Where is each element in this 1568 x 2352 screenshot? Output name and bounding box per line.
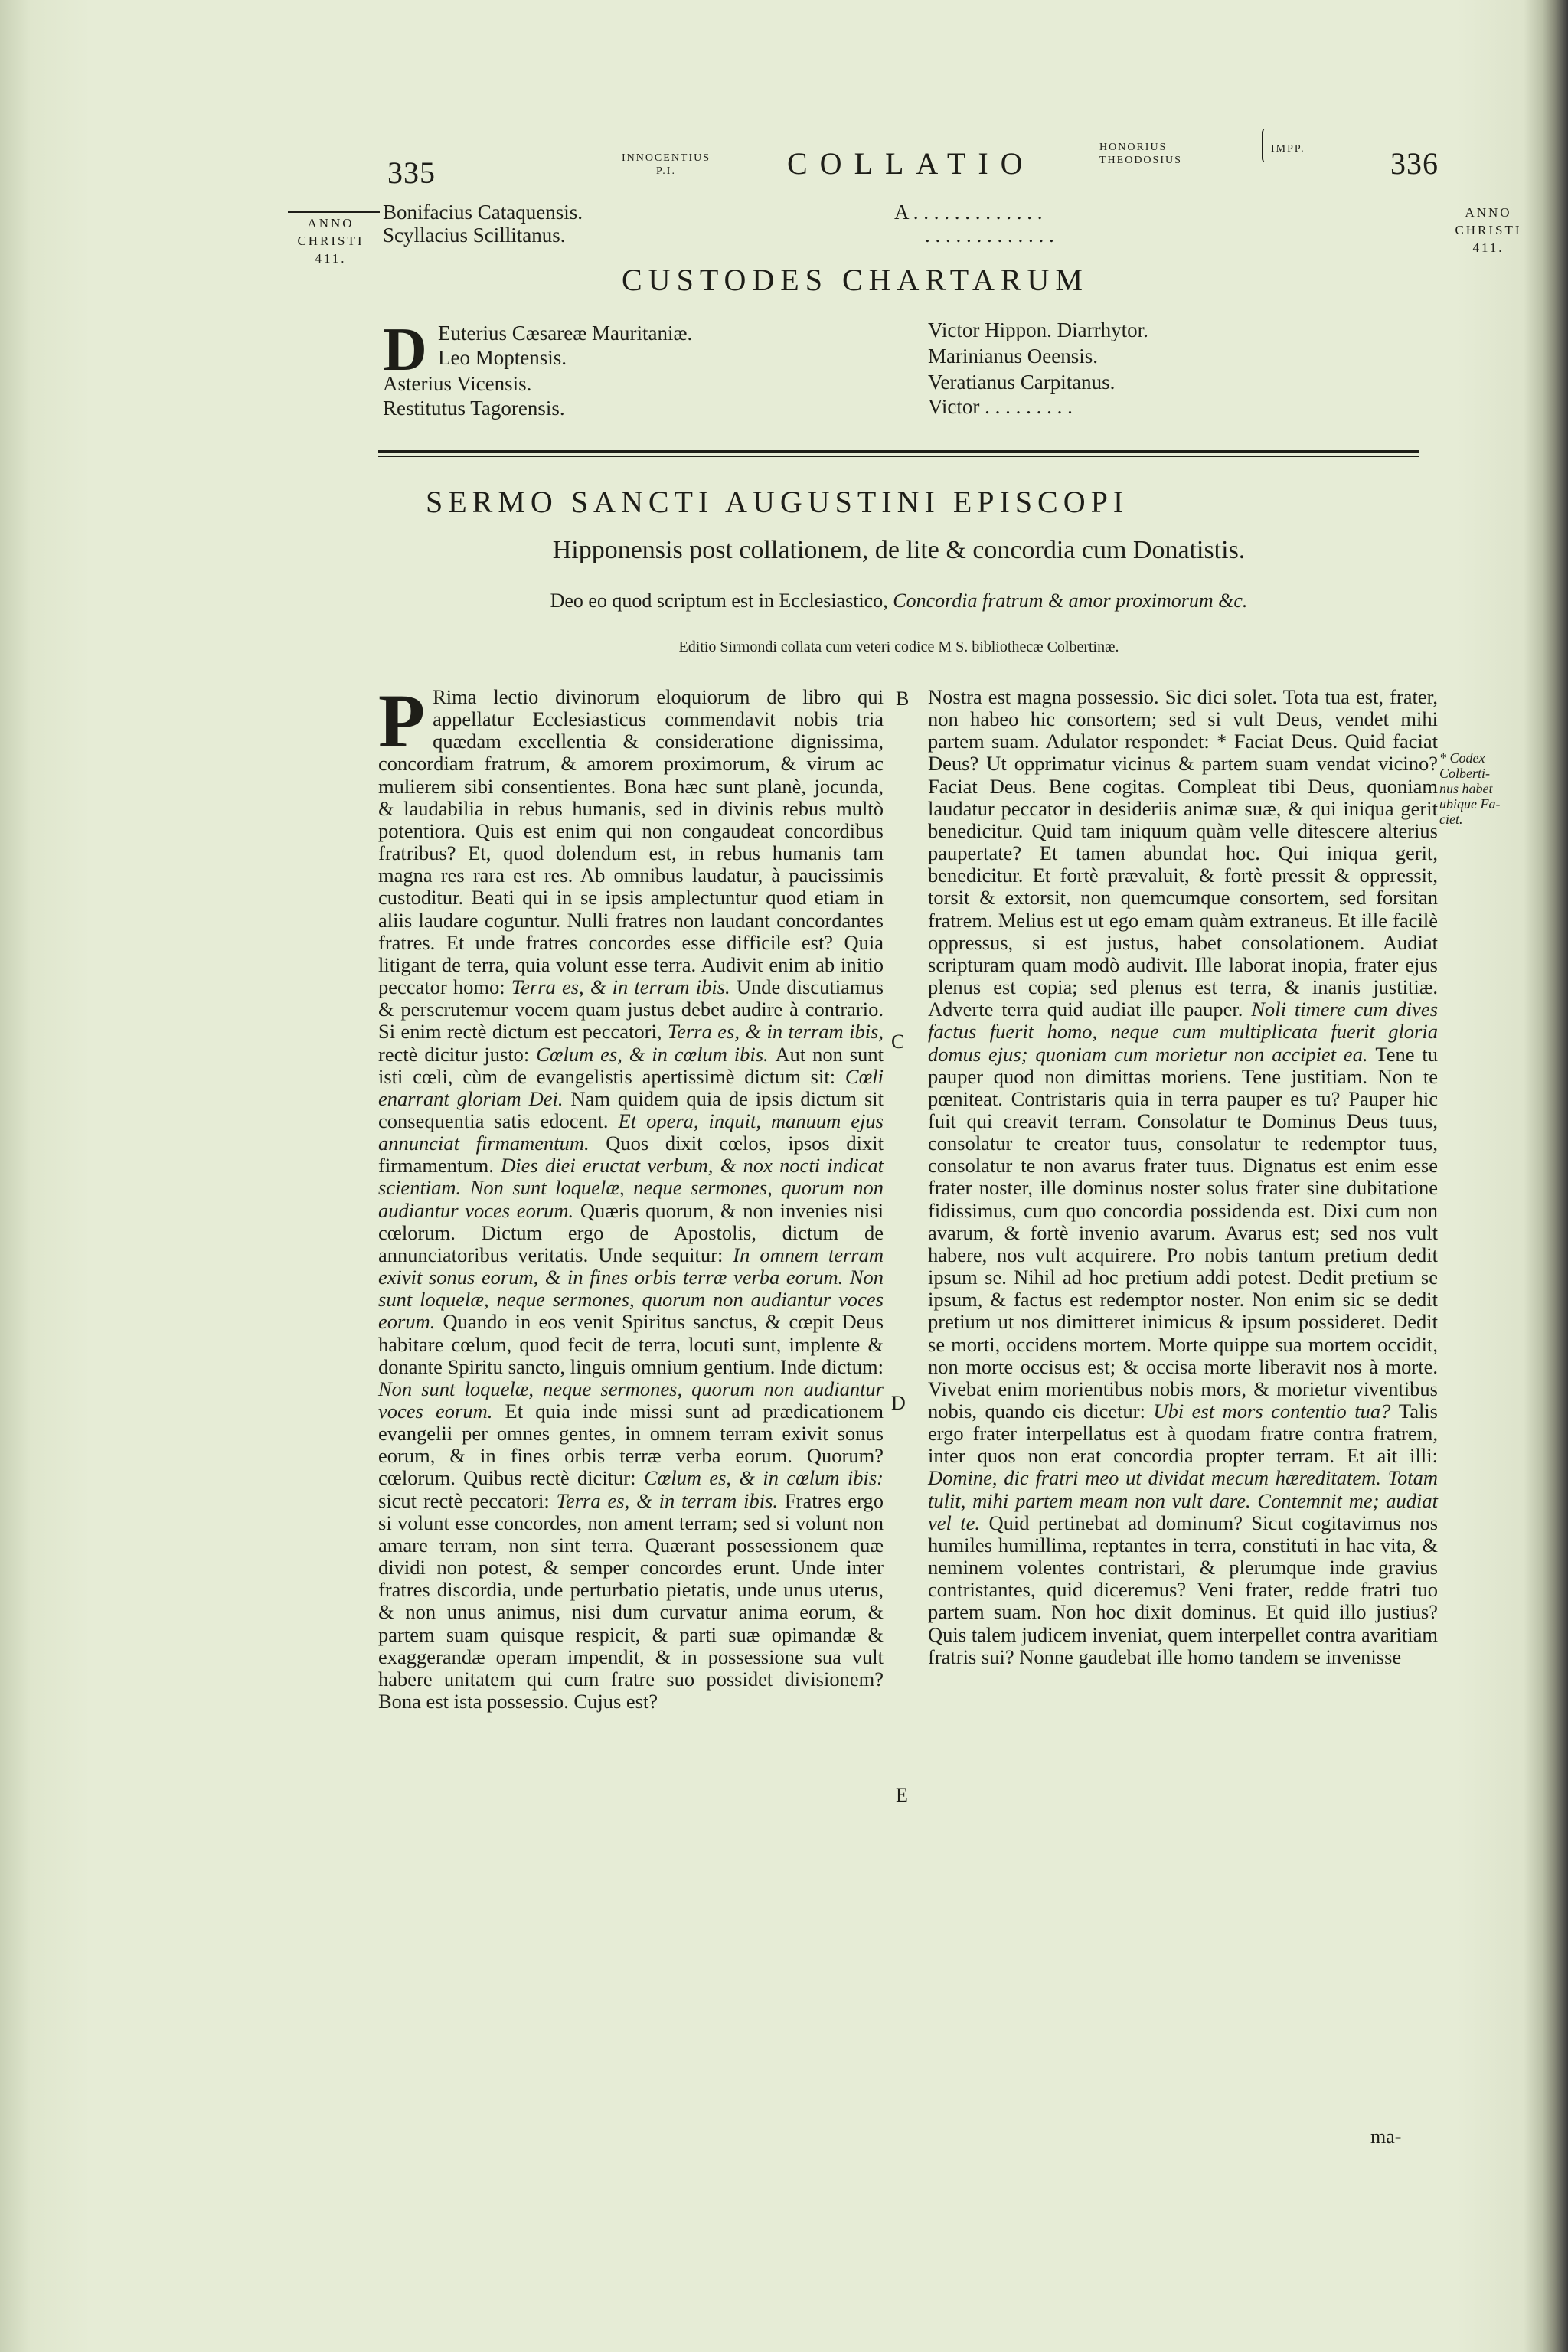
drop-cap-p: P [378, 678, 426, 763]
paragraph: Rima lectio divinorum eloquiorum de libro qui appellatur Ecclesiasticus commendavit nobis tria quædam excellentia & consideratione dignissima, concordiam fratrum, & amorem proximorum, & virum ac mulierem sibi consentientes. Bona hæc sunt planè, jocunda, & laudabilia in rebus humanis, sed in divinis rebus multò potentiora. Quis est enim qui non congaudeat concordibus fratribus? Et, quod dolendum est, in rebus humanis tam magna res rara est res. Ab omnibus laudatur, à paucissimis custoditur. Beati qui in se ipsis amplectuntur quod etiam in aliis laudare coguntur. Nulli fratres non laudant concordantes fratres. Et unde fratres concordes esse difficile est? Quia litigant de terra, quia volunt esse terra. Audivit enim ab initio peccator homo: [378, 685, 884, 999]
header-pi: P.I. [656, 165, 676, 177]
name-line: Bonifacius Cataquensis. [383, 201, 583, 224]
edition-note: Editio Sirmondi collata cum veteri codice M S. bibliothecæ Colbertinæ. [678, 639, 1119, 655]
scripture-quote: Cœlum es, & in cœlum ibis. [536, 1042, 776, 1066]
custodes-name: Asterius Vicensis. [383, 372, 532, 395]
scripture-quote: Et opera, inquit, manuum ejus annunciat firmamentum. [378, 1109, 884, 1155]
anno-rule [288, 211, 380, 213]
note-line: ciet. [1439, 812, 1463, 827]
paragraph: Quando in eos venit Spiritus sanctus, & cœpit Deus habitare cœlum, quod fecit de terra, locuti sunt, implente & donante Spiritu sancto, linguis omnium gentium. Inde dictum: [378, 1310, 884, 1378]
scripture-quote: Dies diei eructat verbum, & nox nocti indicat scientiam. Non sunt loquelæ, neque sermones, quorum non audiantur voces eorum. [378, 1154, 884, 1222]
scripture-quote: Terra es, & in terram ibis. [511, 975, 737, 999]
paragraph: Talis ergo frater interpellatus est à quodam fratre contra fratrem, inter quos non erat concordia propter terram. Et ait illi: [928, 1400, 1438, 1468]
christi-word: CHRISTI [1455, 223, 1522, 237]
year: 411. [1472, 240, 1504, 255]
year: 411. [315, 251, 347, 266]
occasion-quote: Concordia fratrum & amor proximorum &c. [893, 590, 1248, 612]
custodes-name: Marinianus Oeensis. [928, 345, 1098, 368]
scripture-quote: Terra es, & in terram ibis. [556, 1488, 785, 1512]
header-impp: IMPP. [1271, 143, 1305, 155]
drop-cap-d: D [383, 316, 427, 384]
margin-letter: E [896, 1784, 908, 1806]
paragraph: rectè dicitur justo: [378, 1042, 537, 1066]
section-title-custodes: CUSTODES CHARTARUM [622, 263, 1089, 297]
divider-thin [378, 456, 1419, 457]
name-line: . . . . . . . . . . . . . [925, 224, 1054, 247]
anno-christi-right [1442, 204, 1534, 256]
paragraph: Quos dixit cœlos, ipsos dixit firmamentum. [378, 1132, 884, 1178]
margin-letter: C [891, 1031, 905, 1053]
page-number-right: 336 [1390, 146, 1439, 181]
scripture-quote: Cœli enarrant gloriam Dei. [378, 1064, 884, 1110]
anno-word: ANNO [307, 216, 354, 230]
custodes-name: Victor . . . . . . . . . [928, 395, 1073, 418]
sermon-subtitle: Hipponensis post collationem, de lite & concordia cum Donatistis. [552, 536, 1246, 564]
paragraph: Fratres ergo si volunt esse concordes, non ament terram; sed si volunt non amare terram, non sint terra. Quærant possessionem quæ dividi non potest, & semper concordes erunt. Unde inter fratres discordia, unde perturbatio pietatis, unde unus uterus, & non unus animus, nisi dum curvatur anima eorum, & partem suam quisque respicit, & parti suæ opimandæ & exaggerandæ operam impendit, & in possessione sua vult habere unitatem qui cum fratre suo possidet divisionem? Bona est ista possessio. Cujus est? [378, 1488, 884, 1713]
scripture-quote: Noli timere cum dives factus fuerit homo, neque cum multiplicata fuerit gloria domus ejus; quoniam cum morietur non accipiet ea. [928, 998, 1439, 1066]
page-number-left: 335 [387, 155, 436, 190]
marginal-note [1439, 750, 1516, 827]
custodes-name: Leo Moptensis. [438, 346, 567, 369]
header-pope [597, 152, 735, 178]
paragraph: Quæris quorum, & non invenies nisi cœlorum. Dictum ergo de Apostolis, dictum de annunciatoribus veritatis. Unde sequitur: [378, 1198, 884, 1266]
paragraph: Nostra est magna possessio. Sic dici solet. Tota tua est, frater, non habeo hic consortem; sed si vult Deus, vendet mihi partem suam. Adulator respondet: * Faciat Deus. Quid faciat Deus? Ut opprimatur vicinus & partem suam vendat vicino? Faciat Deus. Bene cogitas. Compleat tibi Deus, quoniam laudatur peccator in desideriis animæ suæ, & qui iniqua gerit benedicitur. Quid tam iniquum quàm velle ditescere alterius paupertate? Et tamen abundat hoc. Qui iniqua gerit, benedicitur. Et fortè prævaluit, & fortè pressit & oppressit, torsit & extorsit, non quemcumque consortem, sed forsitan fratrem. Melius est ut ego emam quàm extraneus. Et ille facilè oppressus, si est justus, habet consolationem. Audiat scripturam quam modò audivit. Ille laborat inopia, frater ejus plenus est copia; sed plenus est terra, & inanis justitiæ. Adverte terra quid audiat ille pauper. [928, 685, 1438, 1021]
custodes-name: Restitutus Tagorensis. [383, 397, 565, 420]
margin-letter: B [896, 688, 910, 710]
sermon-occasion [378, 590, 1419, 612]
scripture-quote: In omnem terram exivit sonus eorum, & in fines orbis terræ verba eorum. Non sunt loquelæ, neque sermones, quorum non audiantur voces eorum. [378, 1243, 884, 1334]
anno-christi-left [285, 214, 377, 267]
christi-word: CHRISTI [297, 234, 364, 248]
running-title: COLLATIO [787, 146, 1035, 181]
name-line: Scyllacius Scillitanus. [383, 224, 566, 247]
note-line: Colberti- [1439, 766, 1490, 781]
paragraph: sicut rectè peccatori: [378, 1488, 557, 1512]
header-innocentius: INNOCENTIUS [621, 152, 711, 164]
header-honorius: HONORIUS [1099, 142, 1168, 153]
paragraph: Unde discutiamus & perscrutemur vocem quam justus debet audire à contrario. Si enim rectè dictum est peccatori, [378, 975, 884, 1044]
paragraph: Quid pertinebat ad dominum? Sicut cogitavimus nos humiles humillima, reptantes in terra, constituti in hac vita, & neminem volentes contristari, & plerumque inde gravius contristantes, quid diceremus? Veni frater, redde fratri tuo partem suam. Non hoc dixit dominus. Et quid illo justius? Quis talem judicem inveniat, quem interpellet contra avaritiam fratris sui? Nonne gaudebat ille homo tandem se invenisse [928, 1511, 1439, 1668]
scripture-quote: Ubi est mors contentio tua? [1153, 1400, 1399, 1423]
catchword: ma- [1370, 2125, 1402, 2148]
anno-word: ANNO [1465, 205, 1512, 220]
scripture-quote: Cœlum es, & in cœlum ibis: [643, 1466, 884, 1490]
margin-letter: D [891, 1392, 906, 1414]
note-line: ubique Fa- [1439, 796, 1501, 812]
sermon-title: SERMO SANCTI AUGUSTINI EPISCOPI [426, 485, 1129, 519]
divider-thick [378, 450, 1419, 453]
note-line: nus habet [1439, 781, 1493, 796]
paragraph: Nam quidem quia de ipsis dictum sit consequentia satis edocent. [378, 1086, 884, 1132]
text-column-left [378, 678, 884, 1713]
scripture-quote: Domine, dic fratri meo ut dividat mecum hæreditatem. Totam tulit, mihi partem meam non vult dare. Contemnit me; audiat vel te. [928, 1466, 1438, 1534]
paragraph: Aut non sunt isti cœli, cùm de evangelistis apertissimè dictum sit: [378, 1042, 884, 1088]
scripture-quote: Non sunt loquelæ, neque sermones, quorum non audiantur voces eorum. [378, 1377, 884, 1423]
paragraph: Et quia inde missi sunt ad prædicationem evangelii per omnes gentes, in omnem terram exivit sonus eorum, & in fines orbis terræ verba eorum. Quorum? cœlorum. Quibus rectè dicitur: [378, 1400, 884, 1490]
header-emperors [1099, 141, 1253, 167]
occasion-text: Deo eo quod scriptum est in Ecclesiastico, [550, 590, 888, 612]
note-line: * Codex [1439, 750, 1485, 766]
custodes-name: Victor Hippon. Diarrhytor. [928, 318, 1148, 341]
name-line: A . . . . . . . . . . . . . [894, 201, 1043, 224]
custodes-name: Euterius Cæsareæ Mauritaniæ. [438, 322, 693, 345]
header-theodosius: THEODOSIUS [1099, 155, 1182, 166]
paragraph: Tene tu pauper quod non dimittas moriens. Tene justitiam. Non te pœniteat. Contristaris quia in terra pauper es tu? Pauper hic fuit qui creavit terram. Consolatur te Dominus Deus tuus, consolatur te creator tuus, consolatur te redemptor tuus, consolatur te non avarus frater tuus. Dignatus est enim esse frater noster, ille dominus noster solus frater sine dubitatione fidissimus, cum quo concordia possidenda est. Dixi cum non avarum, & fortè invenio avarum. Avarus est; sed nos vult habere, nos vult acquirere. Pro nobis tantum pretium dedit ipsum se. Nihil ad hoc pretium addi potest. Dedit pretium se ipsum, & factus est redemptor noster. Non enim sic se dedit pretium ut nos dimitteret inimicus & ipsum possideret. Dedit se morti, occidens mortem. Morte quippe sua mortem occidit, non morte occisus est; & occisa morte liberavit nos à morte. Vivebat enim morientibus nobis mors, & morietur viventibus nobis, quando eis dicetur: [928, 1042, 1438, 1423]
text-column-right [928, 686, 1438, 1668]
brace-icon [1262, 129, 1269, 162]
custodes-name: Veratianus Carpitanus. [928, 371, 1116, 394]
scripture-quote: Terra es, & in terram ibis, [667, 1020, 884, 1044]
